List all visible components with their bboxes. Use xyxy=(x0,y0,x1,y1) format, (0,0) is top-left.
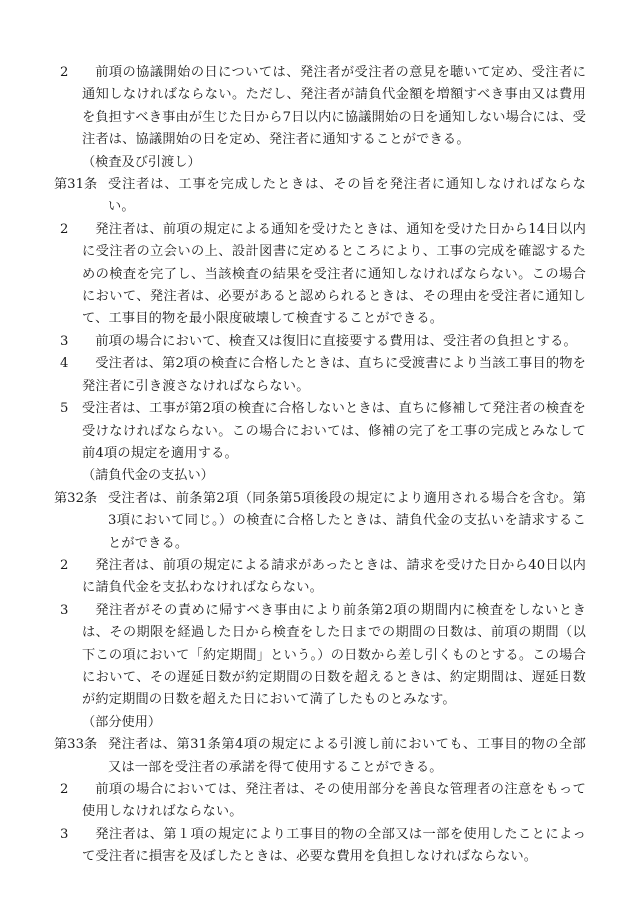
paragraph-article xyxy=(54,174,586,219)
paragraph-article xyxy=(54,734,586,779)
item-number: 2 xyxy=(60,782,69,797)
paragraph-item xyxy=(60,824,586,869)
item-number: 2 xyxy=(60,65,69,80)
item-number: 2 xyxy=(60,221,69,237)
paragraph-item xyxy=(60,779,586,824)
paragraph-item xyxy=(60,331,586,353)
paragraph-item xyxy=(60,62,586,152)
paragraph-item xyxy=(60,353,586,398)
item-number: 4 xyxy=(60,356,69,372)
article-number: 第32条 xyxy=(54,490,98,506)
section-heading: （検査及び引渡し） xyxy=(82,154,201,170)
item-number: 3 xyxy=(60,333,69,349)
paragraph-item xyxy=(60,600,586,712)
article-number: 第33条 xyxy=(54,737,98,753)
paragraph-text: 受注者は、第2項の検査に合格したときは、直ちに受渡書により当該工事目的物を発注者に引き渡さなければならない。 xyxy=(82,356,586,394)
item-number: 3 xyxy=(60,602,69,618)
paragraph-text: 前項の協議開始の日については、発注者が受注者の意見を聴いて定め、受注者に通知しなければならない。ただし、発注者が請負代金額を増額すべき事由又は費用を負担すべき事由が生じた日から7日以内に協議開始の日を通知しない場合には、受注者は、協議開始の日を定め、発注者に通知することができる。 xyxy=(82,65,586,148)
paragraph-text: 発注者がその責めに帰すべき事由により前条第2項の期間内に検査をしないときは、その期限を経過した日から検査をした日までの期間の日数は、前項の期間（以下この項において「約定期間」という。）の日数から差し引くものとする。この場合において、その遅延日数が約定期間の日数を超えるときは、約定期間は、遅延日数が約定期間の日数を超えた日において満了したものとみなす。 xyxy=(82,602,586,708)
paragraph-text: 発注者は、前項の規定による通知を受けたときは、通知を受けた日から14日以内に受注者の立会いの上、設計図書に定めるところにより、工事の完成を確認するための検査を完了し、当該検査の結果を受注者に通知しなければならない。この場合において、発注者は、必要があると認められるときは、その理由を受注者に通知して、工事目的物を最小限度破壊して検査することができる。 xyxy=(82,221,586,327)
section-heading: （請負代金の支払い） xyxy=(82,468,214,484)
item-number: 5 xyxy=(60,401,69,417)
paragraph-text: 発注者は、前項の規定による請求があったときは、請求を受けた日から40日以内に請負代金を支払わなければならない。 xyxy=(82,557,586,596)
paragraph-item xyxy=(60,398,586,465)
paragraph-text: 前項の場合においては、発注者は、その使用部分を善良な管理者の注意をもって使用しなければならない。 xyxy=(82,782,586,820)
paragraph-text: 前項の場合において、検査又は復旧に直接要する費用は、受注者の負担とする。 xyxy=(95,333,577,349)
section-heading: （部分使用） xyxy=(82,714,162,730)
item-number: 2 xyxy=(60,557,69,573)
paragraph-text: 発注者は、第31条第4項の規定による引渡し前においても、工事目的物の全部又は一部を受注者の承諾を得て使用することができる。 xyxy=(108,737,586,775)
paragraph-article xyxy=(54,488,586,555)
item-number: 3 xyxy=(60,826,69,842)
paragraph-text: 受注者は、工事が第2項の検査に合格しないときは、直ちに修補して発注者の検査を受けなければならない。この場合においては、修補の完了を工事の完成とみなして前4項の規定を適用する。 xyxy=(82,401,586,461)
paragraph-item xyxy=(60,555,586,600)
paragraph-text: 受注者は、工事を完成したときは、その旨を発注者に通知しなければならない。 xyxy=(108,177,586,215)
paragraph-text: 受注者は、前条第2項（同条第5項後段の規定により適用される場合を含む。第3項において同じ。）の検査に合格したときは、請負代金の支払いを請求することができる。 xyxy=(108,490,586,551)
paragraph-item xyxy=(60,219,586,331)
paragraph-text: 発注者は、第１項の規定により工事目的物の全部又は一部を使用したことによって受注者に損害を及ぼしたときは、必要な費用を負担しなければならない。 xyxy=(82,826,586,865)
article-number: 第31条 xyxy=(54,177,98,193)
